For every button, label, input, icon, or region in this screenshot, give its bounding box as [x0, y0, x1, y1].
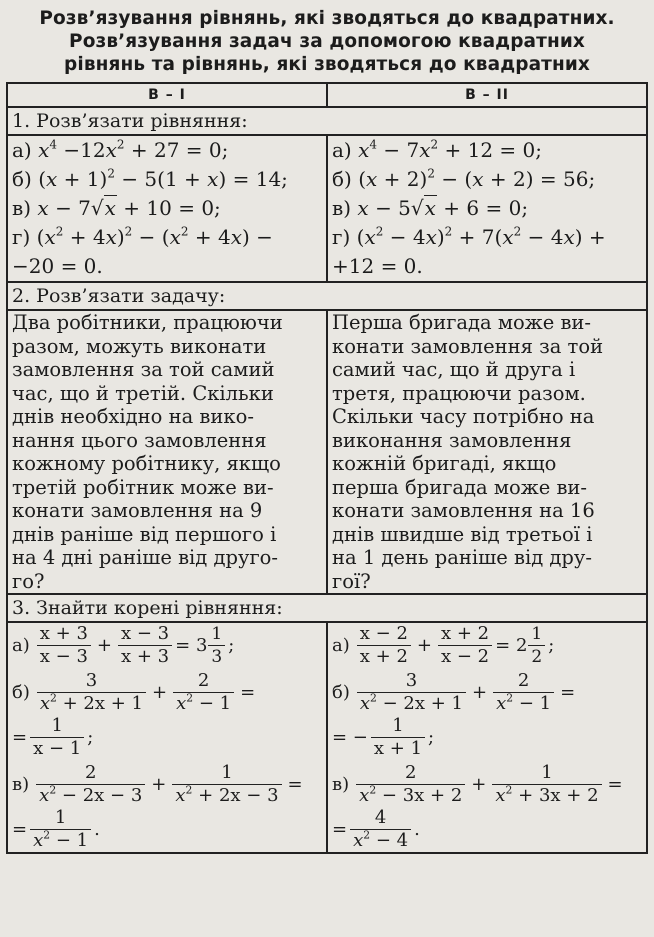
- section-1-heading: 1. Розв’язати рівняння:: [7, 107, 647, 135]
- problem-line: перша бригада може ви-: [332, 475, 588, 499]
- equation-b-cont: = − $\frac{1}{x + 1}$ ;: [332, 715, 435, 759]
- problem-line: нання цього замовлення: [12, 428, 267, 452]
- task-1-variant-2: [327, 135, 647, 282]
- section-3-row: [7, 594, 647, 622]
- task-3-variant-1: [7, 622, 327, 853]
- equation-g-cont: −20 = 0.: [12, 254, 103, 278]
- equation-v: в) x − 7√x + 10 = 0;: [12, 196, 221, 220]
- equation-v-cont: = $\frac{4}{x^2 - 4}$ .: [332, 807, 420, 851]
- task-2-variant-1: [7, 310, 327, 594]
- problem-line: конати замовлення на 16: [332, 499, 595, 522]
- task-2-variant-2: [327, 310, 647, 594]
- section-2-row: [7, 282, 647, 310]
- equation-v: в) $\frac{2}{x^2 - 3x + 2}$ + $\frac{1}{x^2 + 3x + 2}$ =: [332, 762, 623, 806]
- problem-line: на 4 дні раніше від друго-: [12, 546, 279, 569]
- section-1-row: [7, 107, 647, 135]
- task-1-variant-1: [7, 135, 327, 282]
- problem-line: кожному робітнику, якщо: [12, 452, 281, 475]
- title-line: рівнянь та рівнянь, які зводяться до квадратних: [64, 54, 590, 75]
- variant-header-row: [7, 83, 647, 107]
- tasks-table: [6, 82, 648, 854]
- problem-line: конати замовлення за той: [332, 334, 604, 358]
- equation-g: г) $(x^2 + 4x)^2 - (x^2 + 4x)$ −: [12, 224, 273, 249]
- equation-v-cont: = $\frac{1}{x^2 - 1}$ .: [12, 807, 100, 851]
- task-3-row: [7, 622, 647, 853]
- problem-line: разом, можуть виконати: [12, 334, 267, 358]
- problem-line: третій робітник може ви-: [12, 475, 274, 499]
- problem-line: на 1 день раніше від дру-: [332, 546, 592, 569]
- section-3-heading: 3. Знайти корені рівняння:: [7, 594, 647, 622]
- title-line: Розв’язування задач за допомогою квадратних: [69, 31, 585, 52]
- problem-line: днів раніше від першого і: [12, 522, 277, 546]
- sqrt-icon: √: [410, 196, 424, 220]
- equation-v: в) x − 5√x + 6 = 0;: [332, 196, 529, 220]
- equation-g: г) $(x^2 - 4x)^2 + 7(x^2 - 4x)$ +: [332, 224, 606, 249]
- problem-line: третя, працюючи разом.: [332, 381, 586, 405]
- task-2-row: [7, 310, 647, 594]
- problem-line: днів необхідно на вико-: [12, 405, 254, 428]
- equation-a: а) $\frac{x + 3}{x - 3}$ + $\frac{x - 3}{x + 3}$ = 3 $\frac{1}{3}$ ;: [12, 623, 235, 667]
- problem-line: Скільки часу потрібно на: [332, 405, 595, 428]
- problem-line: час, що й третій. Скільки: [12, 381, 274, 405]
- problem-line: самий час, що й друга і: [332, 358, 576, 381]
- equation-v: в) $\frac{2}{x^2 - 2x - 3}$ + $\frac{1}{x^2 + 2x - 3}$ =: [12, 762, 303, 806]
- variant-1-header: В – І: [7, 83, 327, 107]
- title-line: Розв’язування рівнянь, які зводяться до квадратних.: [39, 8, 615, 29]
- problem-line: конати замовлення на 9: [12, 499, 263, 522]
- problem-line: го?: [12, 569, 45, 593]
- equation-a: а) $\frac{x - 2}{x + 2}$ + $\frac{x + 2}{x - 2}$ = 2 $\frac{1}{2}$ ;: [332, 623, 555, 667]
- task-1-row: [7, 135, 647, 282]
- equation-b: б) $(x + 2)^2 - (x + 2) = 56$;: [332, 166, 596, 191]
- problem-line: виконання замовлення: [332, 428, 572, 452]
- equation-a: а) $x^4 -12x^2 + 27 = 0$;: [12, 137, 229, 162]
- problem-line: кожній бригаді, якщо: [332, 452, 557, 475]
- problem-line: замовлення за той самий: [12, 358, 275, 381]
- equation-g-cont: +12 = 0.: [332, 254, 423, 278]
- equation-b: б) $(x + 1)^2 - 5(1 + x) = 14$;: [12, 166, 288, 191]
- variant-2-header: В – ІІ: [327, 83, 647, 107]
- equation-a: а) $x^4 - 7x^2 + 12 = 0$;: [332, 137, 542, 162]
- problem-line: Перша бригада може ви-: [332, 311, 592, 334]
- problem-line: Два робітники, працюючи: [12, 311, 283, 334]
- equation-b: б) $\frac{3}{x^2 - 2x + 1}$ + $\frac{2}{x^2 - 1}$ =: [332, 670, 576, 714]
- task-3-variant-2: [327, 622, 647, 853]
- problem-line: днів швидше від третьої і: [332, 522, 593, 546]
- equation-b-cont: = $\frac{1}{x - 1}$ ;: [12, 715, 94, 759]
- sqrt-icon: √: [90, 196, 104, 220]
- section-2-heading: 2. Розв’язати задачу:: [7, 282, 647, 310]
- equation-b: б) $\frac{3}{x^2 + 2x + 1}$ + $\frac{2}{x^2 - 1}$ =: [12, 670, 256, 714]
- page-title: [6, 0, 648, 76]
- problem-line: гої?: [332, 569, 371, 593]
